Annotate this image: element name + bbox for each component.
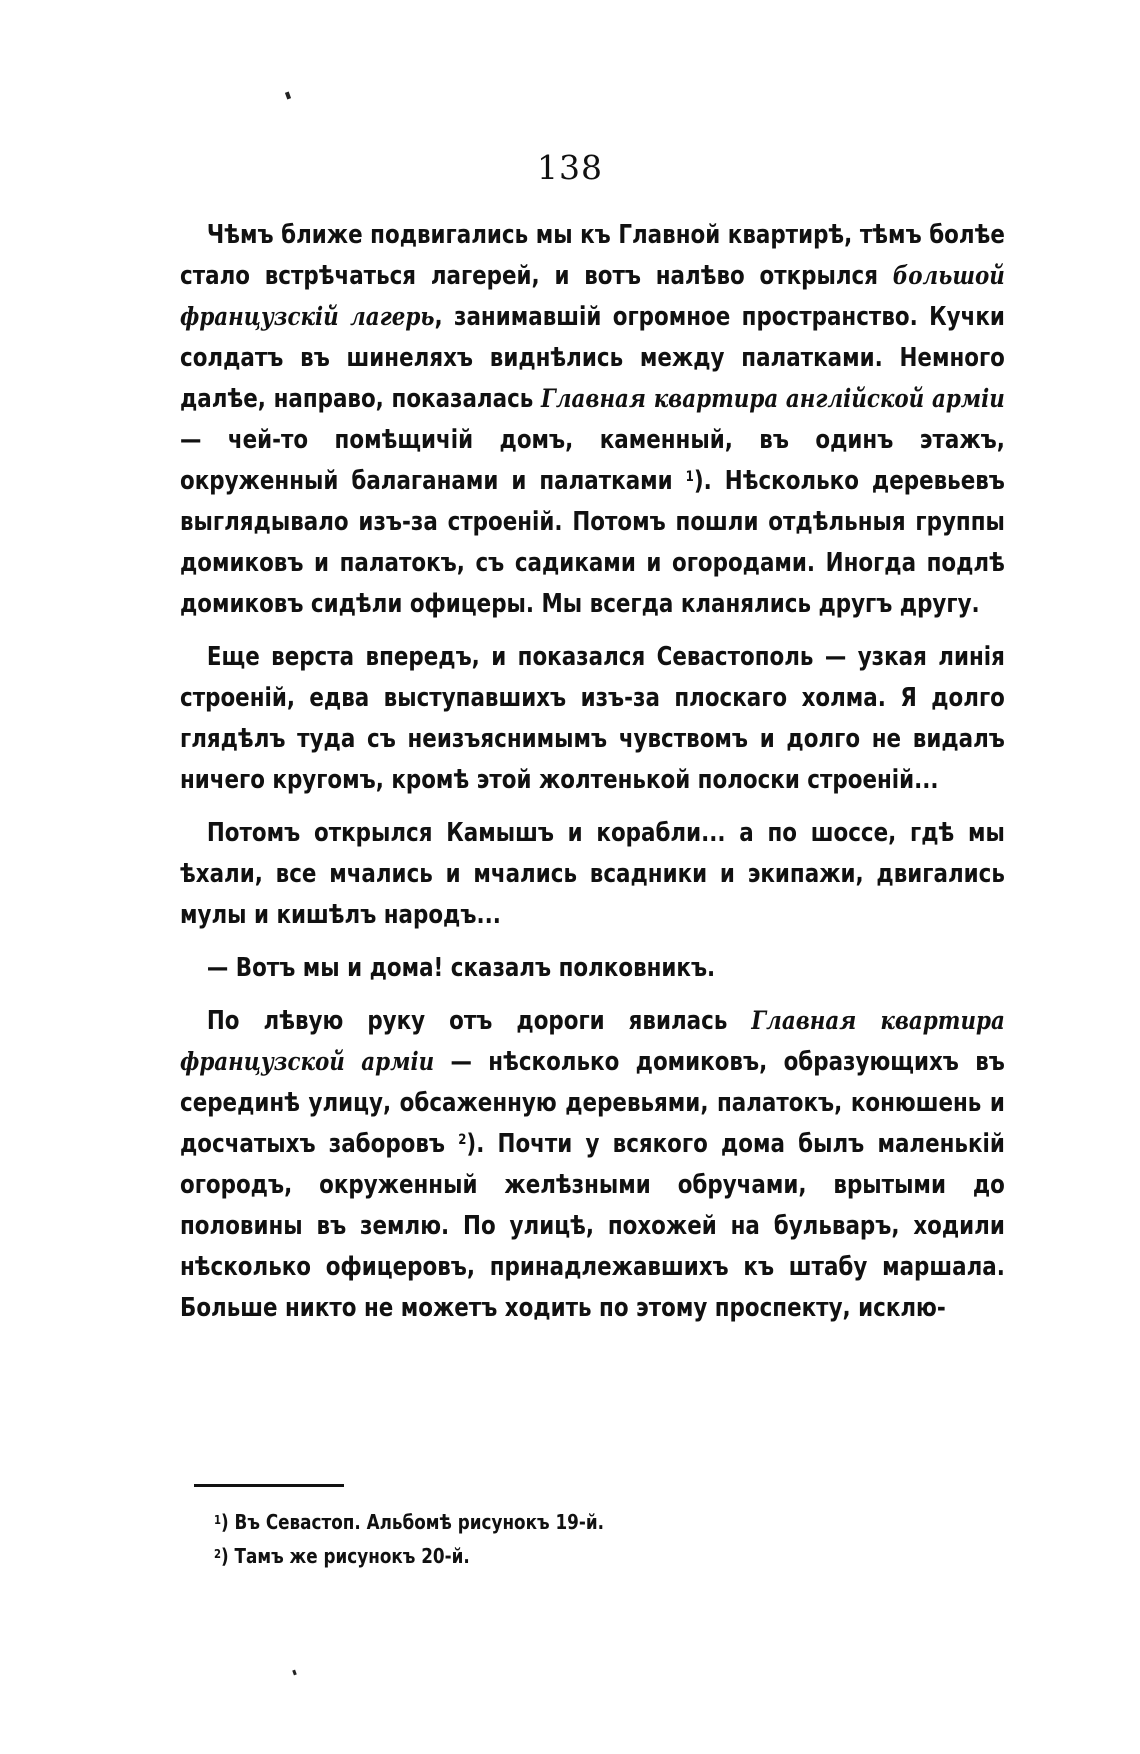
text-run: — нѣсколько домиковъ, образующихъ въ серединѣ улицу, обсаженную деревьями, палатокъ, конюшень и досчатыхъ заборовъ bbox=[180, 1047, 1005, 1159]
text-run: Чѣмъ ближе подвигались мы къ Главной квартирѣ, тѣмъ болѣе стало встрѣчаться лагерей, и вотъ налѣво открылся bbox=[180, 220, 1005, 291]
footnote-mark: 1 bbox=[214, 1513, 222, 1527]
footnote-1 bbox=[214, 1505, 604, 1539]
italic-phrase: большой французскій лагерь bbox=[180, 261, 1005, 332]
footnote-mark: 2 bbox=[214, 1547, 222, 1561]
text-run: , занимавшій огромное пространство. Кучки солдатъ въ шинеляхъ виднѣлись между палатками. Немного далѣе, направо, показалась bbox=[180, 302, 1005, 414]
italic-phrase: Главная квартира французской арміи bbox=[180, 1006, 1005, 1077]
paragraph-4: — Вотъ мы и дома! сказалъ полковникъ. bbox=[206, 953, 716, 983]
paragraph-5 bbox=[180, 1001, 1005, 1329]
text-run: — чей-то помѣщичій домъ, каменный, въ одинъ этажъ, окруженный балаганами и палатками bbox=[180, 425, 1005, 496]
italic-phrase: Главная квартира англійской арміи bbox=[541, 384, 1005, 414]
footnotes bbox=[214, 1505, 604, 1573]
paragraph-2: Еще верста впередъ, и показался Севастополь — узкая линія строеній, едва выступавшихъ изъ-за плоскаго холма. Я долго глядѣлъ туда съ неизъяснимымъ чувствомъ и долго не видалъ ничего кругомъ, кромѣ этой жолтенькой полоски строеній... bbox=[180, 642, 1005, 795]
footnote-ref-2: 2 bbox=[458, 1132, 467, 1148]
ink-speck bbox=[292, 1670, 297, 1676]
paragraph-3: Потомъ открылся Камышъ и корабли... а по шоссе, гдѣ мы ѣхали, все мчались и мчались всадники и экипажи, двигались мулы и кишѣлъ народъ... bbox=[180, 818, 1005, 930]
footnote-2 bbox=[214, 1539, 604, 1573]
text-run: ). Нѣсколько деревьевъ выглядывало изъ-за строеній. Потомъ пошли отдѣльныя группы домиковъ и палатокъ, съ садиками и огородами. Иногда подлѣ домиковъ сидѣли офицеры. Мы всегда кланялись другъ другу. bbox=[180, 466, 1005, 619]
ink-speck bbox=[285, 92, 291, 100]
body-text bbox=[180, 215, 1005, 1341]
footnote-ref-1: 1 bbox=[685, 469, 694, 485]
footnote-divider bbox=[194, 1484, 344, 1487]
footnote-text: ) Въ Севастоп. Альбомѣ рисунокъ 19-й. bbox=[221, 1510, 604, 1534]
text-run: ). Почти у всякого дома былъ маленькій огородъ, окруженный желѣзными обручами, врытыми до половины въ землю. По улицѣ, похожей на бульваръ, ходили нѣсколько офицеровъ, принадлежавшихъ къ штабу маршала. Больше никто не можетъ ходить по этому проспекту, исклю- bbox=[180, 1129, 1005, 1323]
footnote-text: ) Тамъ же рисунокъ 20-й. bbox=[221, 1544, 470, 1568]
text-run: По лѣвую руку отъ дороги явилась bbox=[206, 1006, 752, 1036]
page-number: 138 bbox=[537, 148, 603, 187]
paragraph-1 bbox=[180, 215, 1005, 625]
